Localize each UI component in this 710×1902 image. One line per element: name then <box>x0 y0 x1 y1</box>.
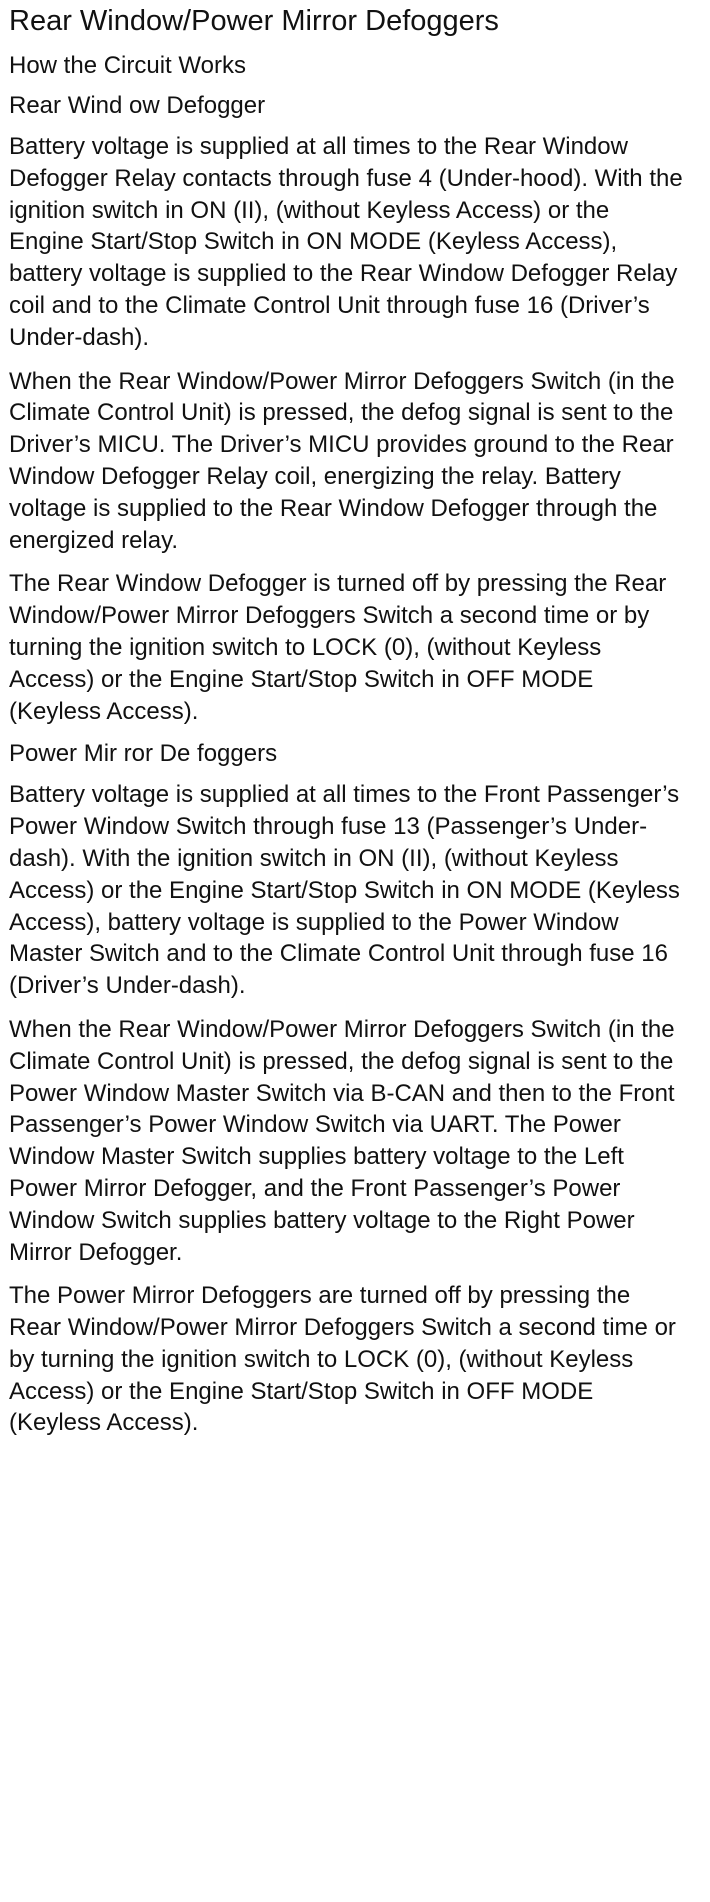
subsection-power-mirror-defoggers <box>9 739 688 1439</box>
paragraph: When the Rear Window/Power Mirror Defoggers Switch (in the Climate Control Unit) is pressed, the defog signal is sent to the Driver’s MICU. The Driver’s MICU provides ground to the Rear Window Defogger Relay coil, energizing the relay. Battery voltage is supplied to the Rear Window Defogger through the energized relay. <box>9 367 675 554</box>
paragraph: The Power Mirror Defoggers are turned off by pressing the Rear Window/Power Mirror Defoggers Switch a second time or by turning the ignition switch to LOCK (0), (without Keyless Access) or the Engine Start/Stop Switch in OFF MODE (Keyless Access). <box>9 1282 676 1437</box>
subsection-heading: Power Mir ror De foggers <box>9 740 278 768</box>
paragraph: When the Rear Window/Power Mirror Defoggers Switch (in the Climate Control Unit) is pressed, the defog signal is sent to the Power Window Master Switch via B-CAN and then to the Front Passenger’s Power Window Switch via UART. The Power Window Master Switch supplies battery voltage to the Left Power Mirror Defogger, and the Front Passenger’s Power Window Switch supplies battery voltage to the Right Power Mirror Defogger. <box>9 1015 675 1266</box>
subsection-heading: Rear Wind ow Defogger <box>9 92 266 119</box>
section-heading: How the Circuit Works <box>9 52 246 79</box>
subsection-rear-window-defogger <box>9 91 688 727</box>
document-title: Rear Window/Power Mirror Defoggers <box>9 5 499 37</box>
paragraph: Battery voltage is supplied at all times to the Front Passenger’s Power Window Switch through fuse 13 (Passenger’s Under-dash). With the ignition switch in ON (II), (without Keyless Access) or the Engine Start/Stop Switch in ON MODE (Keyless Access), battery voltage is supplied to the Power Window Master Switch and to the Climate Control Unit through fuse 16 (Driver’s Under-dash). <box>9 781 680 1000</box>
paragraph: Battery voltage is supplied at all times to the Rear Window Defogger Relay contacts through fuse 4 (Under-hood). With the ignition switch in ON (II), (without Keyless Access) or the Engine Start/Stop Switch in ON MODE (Keyless Access), battery voltage is supplied to the Rear Window Defogger Relay coil and to the Climate Control Unit through fuse 16 (Driver’s Under-dash). <box>9 133 683 351</box>
paragraph: The Rear Window Defogger is turned off by pressing the Rear Window/Power Mirror Defoggers Switch a second time or by turning the ignition switch to LOCK (0), (without Keyless Access) or the Engine Start/Stop Switch in OFF MODE (Keyless Access). <box>9 570 667 725</box>
